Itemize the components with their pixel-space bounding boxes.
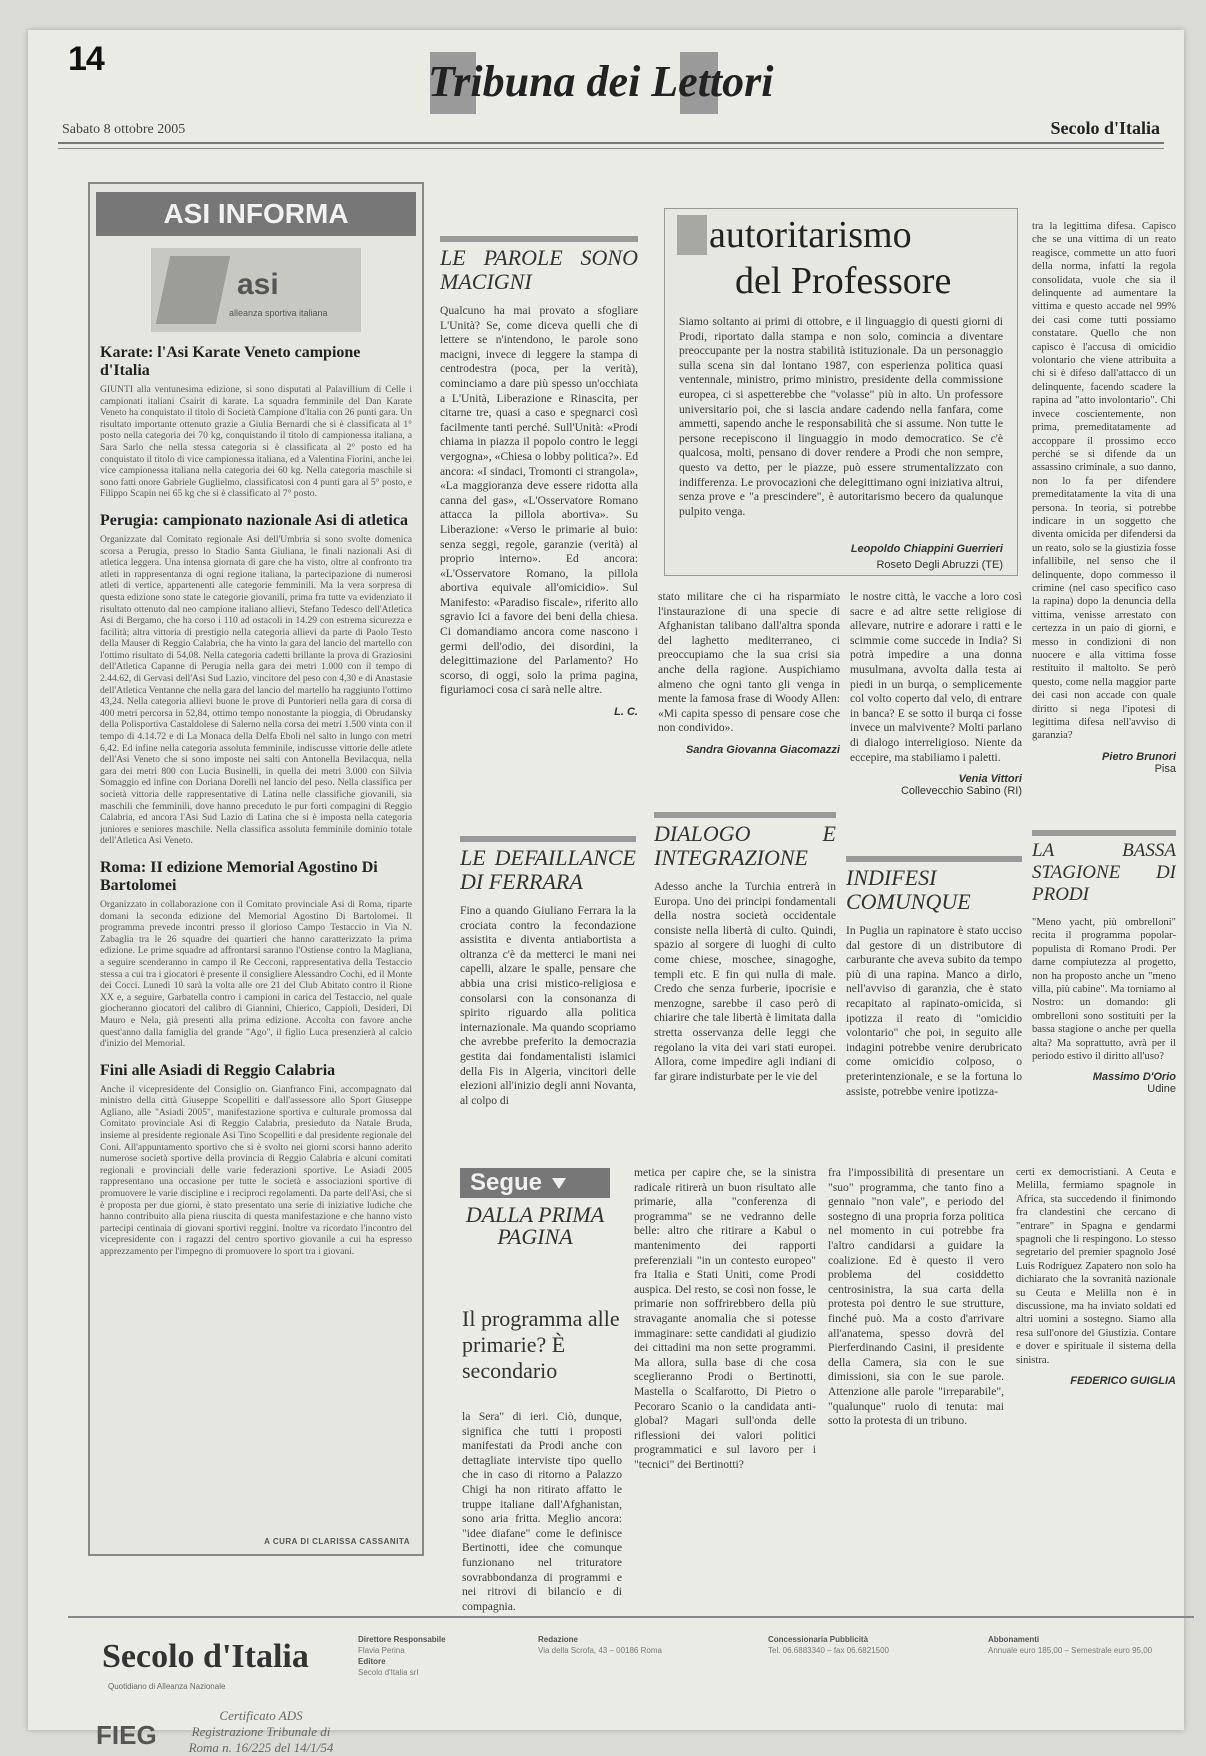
asi-paragraph: Anche il vicepresidente del Consiglio on. Gianfranco Fini, accompagnato dal ministro della città Giuseppe Scopelliti e dall'assessore allo Sport Giuseppe Agliano, alle "Asiadi 2005", manifestazione sportiva e culturale promossa dal Comitato provinciale Asi di Reggio Calabria, presieduto da Natale Bruda, insieme al presidente regionale Asi Tino Scopelliti e dal presidente regionale del Coni. All'appuntamento sportivo che si è svolto nei giorni scorsi hanno aderito numerose società sportive della provincia di Reggio Calabria e alcuni comitati regionali e provinciali delle varie federazioni sportive. Le Asiadi 2005 rappresentano una occasione per tutte le società e associazioni sportive di promuovere le varie discipline e i reciproci regolamenti. Da parte dell'Asi, che si è proposta per due giorni, è stato presentato una serie di iniziative ludiche che hanno contribuito alla piena riuscita di questa manifestazione e che hanno visto partecipi centinaia di giovani sportivi reggini. Inoltre va ricordato l'incontro del vicepresidente con i ragazzi del centro sportivo giovanile a cui ha espresso apprezzamento per l'impegno di promuovere lo sport tra i giovani. — [100, 1083, 412, 1257]
segue-article-title: Il programma alle primarie? È secondario — [462, 1306, 620, 1383]
segue-column-4 — [1016, 1166, 1176, 1616]
footer-column — [988, 1634, 1178, 1656]
letter-kicker: LE DEFAILLANCE DI FERRARA — [460, 836, 636, 894]
footer-column — [538, 1634, 718, 1656]
feature-text: Siamo soltanto ai primi di ottobre, e il linguaggio di questi giorni di Prodi, riportato dalla stampa e non solo, comincia a diventare preoccupante per la nostra stabilità istituzionale. Da un personaggio sulla scena sin dal lontano 1987, con esperienza politica quasi ventennale, ministro, primo ministro, presidente della commissione europea, ci si aspetterebbe che "volasse" più in alto. Un professore universitario poi, che si lascia andare cadendo nella fanfara, come ammetti, sapendo anche le responsabilità che si assume. Non tutte le persone recepiscono il linguaggio in modo democratico. Se c'è qualcosa, molti, pensano di dover rendere a Prodi che non sempre, questo va detto, per le piazze, può essere strumentalizzato con indifferenza. Le provocazioni che delegittimano ogni iniziativa altrui, senza prove e "a prescindere", è autoritarismo becero da qualunque pulpito venga. — [679, 315, 1003, 518]
asi-headline: Perugia: campionato nazionale Asi di atletica — [100, 511, 408, 529]
asi-logo — [151, 248, 361, 332]
footer-label: Direttore Responsabile — [358, 1635, 446, 1644]
letter-continued-right — [850, 590, 1022, 830]
paper-name: Secolo d'Italia — [1050, 118, 1160, 138]
letter-bassa — [1032, 830, 1176, 1110]
segue-column-3: fra l'impossibilità di presentare un "suo" programma, che tanto fino a gennaio "non vale", e periodo del sostegno di una propria forza politica nel momento in cui potrebbe fra l'altro candidarsi a guidare la coalizione. Ed è questo il vero problema del cosiddetto centrosinistra, la sua carta della protesta poi dentro le sue strutture, finché può. Ma a costo d'arrivare all'anatema, spesso dovrà del Pierferdinando Casini, il presidente della Camera, sia con le sue dimissioni, sia con le sue parole. Attenzione alle parole "irreparabile", "qualunque" ruolo di tenuta: mai sotto la protesta di un tribuno. — [828, 1166, 1004, 1428]
letter-indifesi — [846, 856, 1022, 1128]
asi-paragraph: GIUNTI alla ventunesima edizione, si sono disputati al Palavillium di Celle i campionati italiani Csairit di karate. La squadra femminile del Dan Karate Veneto ha conquistato il titolo di Società Campione d'Italia con 26 punti gara. Un risultato importante ottenuto grazie a Giulia Bernardi che si è classificata al 1° posto nella categoria dei 70 kg, conquistando il titolo di campionessa italiana, a Sara Sarlo che nella stessa categoria si è classificata al 2° posto ed ha conquistato il titolo di vice campionessa italiana, ed a Valentina Fiorini, anche lei vice campionessa italiana nella categoria dei 60 kg. Nella categoria maschile si sono fatti onore Gabriele Guglielmo, classificatosi con 4 punti gara al 5° posto, e Filippo Scapin nei 65 kg che si è classificato al 7° posto. — [100, 384, 412, 500]
letter-kicker: LA BASSA STAGIONE DI PRODI — [1032, 830, 1176, 906]
letter-parole — [440, 236, 638, 816]
footer-column — [358, 1634, 508, 1678]
letter-signature: Pietro Brunori — [1102, 750, 1176, 763]
footer-value: Flavia Perina — [358, 1646, 405, 1655]
feature-title-line1 — [677, 215, 912, 255]
feature-signature: Leopoldo Chiappini Guerrieri — [850, 543, 1003, 555]
segue-signature: FEDERICO GUIGLIA — [1070, 1375, 1176, 1388]
header-rule — [58, 148, 1164, 149]
asi-logo-mark — [156, 256, 230, 324]
feature-title-line2: del Professore — [735, 260, 952, 302]
segue-badge — [460, 1168, 610, 1198]
letter-dialogo — [654, 812, 836, 1128]
letter-signature: Massimo D'Orio — [1092, 1071, 1176, 1084]
letter-legittima — [1032, 220, 1176, 790]
footer-logo: Secolo d'Italia — [102, 1638, 309, 1675]
letter-signature: Sandra Giovanna Giacomazzi — [685, 743, 840, 756]
letter-text: le nostre città, le vacche a loro così sacre e ad altre sette religiose di allevare, nutrire e adorare i ratti e le scimmie come succede in India? Si potrà impedire a una donna musulmana, avvolta dalla testa ai piedi in un burqa, o semplicemente col volto coperto dal velo, di entrare in banca? E se sotto il burqa ci fosse invece un malvivente? Molti parlano di dialogo interreligioso. Niente da eccepire, ma stabiliamo i paletti. — [850, 590, 1022, 764]
section-masthead — [428, 46, 848, 116]
letter-defaillance — [460, 836, 636, 1126]
asi-logo-tag: alleanza sportiva italiana — [229, 308, 328, 318]
date-line: Sabato 8 ottobre 2005 — [62, 122, 186, 137]
letter-text: tra la legittima difesa. Capisco che se una vittima di un reato reagisce, commette un atto fuori della norma, infatti la regola consolidata, vuole che sia il delinquente ad aumentare la vittima e questo accade nel 99% dei casi come tutti possiamo constatare. Quello che non capisco è l'accusa di omicidio volontario che viene attribuita a chi si è difeso dall'attacco di un delinquente, facendo scadere la rapina ad "atto involontario". Chi invece coscientemente, non prima, premeditatamente ad accoppare il prossimo ecco perché se si difende da un assassino criminale, a suo danno, non lo fa per difendere premeditatamente la vita di una persona. In teoria, si potrebbe indicare in un soggetto che diventa omicida per difendersi da un reato, solo se la giustizia fosse infallibile, nel senso che il delinquente, dopo commesso il crimine (nel caso specifico caso la rapina) dopo la denuncia della vittima, venisse arrestato con certezza in un paio di giorni, e messo in condizioni di non nuocere e alla vittima fosse restituito il maltolto. Se però questo, come nella maggior parte dei casi non accade con quale diritto si nega l'ipotesi di legittima difesa nell'avviso di garanzia? — [1032, 221, 1176, 742]
asi-headline: Roma: II edizione Memorial Agostino Di Bartolomei — [100, 858, 378, 894]
fieg-logo: FIEG — [96, 1720, 157, 1750]
letter-text: certi ex democristiani. A Ceuta e Melilla, fermiamo spagnole in Africa, sta succedendo il finimondo fra clandestini che cercano di "entrare" in Spagna e gendarmi spagnoli che li respingono. Lo stesso segretario del premier spagnolo José Luis Rodríguez Zapatero non solo ha dichiarato che la sovranità nazionale su Ceuta e Melilla non è in discussione, ma ha inviato soldati ed altri uomini a sostegno. Siamo alla resa sull'onore del Giustizia. Contare e dover e spirituale il sistema della sinistra. — [1016, 1167, 1176, 1366]
footer-logo-subtitle: Quotidiano di Alleanza Nazionale — [108, 1682, 226, 1691]
letter-text: Qualcuno ha mai provato a sfogliare L'Unità? Se, come diceva quelli che di lettere se n'intendono, le parole sono macigni, invece di leggere la stampa di centrodestra (poca, per la verità), cominciamo a dare più spesso un'occhiata a L'Unità, Liberazione e Rinascita, per citarne tre, quasi a caso e spegnarci così facilmente tanti perché. Sull'Unità: «Prodi chiama in piazza il popolo contro le leggi vergogna», «Chiesa o lobby politica?». Ed ancora: «I sindaci, Tromonti ci strangola», «La maggioranza deve essere ridotta alla canna del gas», «L'Osservatore Romano attacca la pillola abortiva». Su Liberazione: «Verso le primarie al buio: senza seggi, regole, garanzie (verità) al proprio interno». Ed ancora: «L'Osservatore Romano, la pillola abortiva equivale all'omicidio». Sul Manifesto: «Paradiso fiscale», riferito allo sgravio Ici a favore dei beni della chiesa. Ci domandiamo ancora come nascono i germi dell'odio, dei disordini, la delegittimazione del Parlamento? Ho scorso, di oggi, solo la prima pagina, figuriamoci cosa ci sarà nelle altre. — [440, 304, 638, 697]
asi-logo-word: asi — [237, 268, 279, 301]
page-number: 14 — [68, 40, 104, 78]
masthead-title: Tribuna dei Lettori — [428, 57, 774, 106]
segue-column-2: metica per capire che, se la sinistra radicale ritirerà un buon risultato alle primarie, alla "conferenza di programma" se ne vedranno delle belle: altro che ritirare a Kabul o mantenimento dei rapporti preferenziali "in un contesto europeo" fra Italia e Stati Uniti, come Prodi auspica. Del resto, se così non fosse, le primarie non soffrirebbero della più stravagante anomalia che si potesse immaginare: sette candidati al giudizio dei cittadini ma non sette programmi. Ma allora, sulla base di che cosa sceglieranno Prodi o Bertinotti, Mastella o Scalfarotto, Di Pietro o Pecoraro Scanio o la candidata anti-global? Magari sull'onda delle riflessioni dei valori politici programmatici e sul lavoro per i "tecnici" dei Bertinotti? — [634, 1166, 816, 1471]
footer-label: Editore — [358, 1657, 386, 1666]
letter-place: Pisa — [1154, 762, 1176, 775]
letter-kicker: INDIFESI COMUNQUE — [846, 856, 1022, 914]
footer-value: Annuale euro 185,00 – Semestrale euro 95,00 — [988, 1646, 1153, 1655]
footer-certification: Certificato ADS Registrazione Tribunale di Roma n. 16/225 del 14/1/54 — [188, 1708, 334, 1755]
letter-kicker: DIALOGO E INTEGRAZIONE — [654, 812, 836, 870]
letter-text: stato militare che ci ha risparmiato l'instaurazione di una specie di Afghanistan talibano dall'altra sponda del laghetto mediterraneo, ci preoccupiamo che la sua crisi sia anche della ragione. Auspichiamo almeno che ogni tanto gli venga in mente la famosa frase di Woody Allen: «Mi capita spesso di pensare cose che non condivido». — [658, 590, 840, 735]
letter-text: In Puglia un rapinatore è stato ucciso dal gestore di un distributore di carburante che aveva subito da tempo più di una rapina. Manco a dirlo, nell'avviso di garanzia, che è stato recapitato al rapinato-omicida, si ipotizza il reato di "omicidio volontario" che poi, in seguito alle indagini potrebbe venire derubricato come omicidio colposo, o preterintenzionale, e se la fortuna lo assiste, potrebbe venire ipotizza- — [846, 924, 1022, 1098]
segue-column-1: la Sera" di ieri. Ciò, dunque, significa che tutti i proposti manifestati da Prodi anche con dettagliate interviste tipo quello che in caso di ritorno a Palazzo Chigi ha non ritirato affatto le truppe italiane dall'Afghanistan, sono aria fritta. Meglio ancora: "idee diafane" come le definisce Bertinotti, idee che comunque funzionano nel trituratore sovrabbondanza di programmi e nei ritrovi di bilancio e di compagnia. — [462, 1410, 622, 1613]
footer-label: Abbonamenti — [988, 1635, 1040, 1644]
header-rule — [58, 142, 1164, 144]
letter-continued-middle — [658, 590, 840, 790]
asi-informa-box — [88, 182, 424, 1556]
footer-value: Secolo d'Italia srl — [358, 1668, 419, 1677]
feature-initial-block — [677, 215, 707, 255]
footer-label: Redazione — [538, 1635, 579, 1644]
newspaper-page — [28, 30, 1184, 1755]
segue-badge-label: Segue — [470, 1169, 543, 1196]
asi-headline: Fini alle Asiadi di Reggio Calabria — [100, 1061, 336, 1079]
letter-text: Adesso anche la Turchia entrerà in Europa. Uno dei principi fondamentali della nostra società occidentale consiste nella libertà di culto. Quindi, spazio al sorgere di luoghi di culto come chiese, moschee, sinagoghe, templi etc. E fin qui nulla di male. Credo che senza furberie, ipocrisie e menzogne, sarebbe il caso però di chiarire che tale libertà è limitata dalla stretta osservanza delle leggi che regolano la vita dei vari stati europei. Allora, come impedire agli indiani di far girare indisturbate per le vie del — [654, 880, 836, 1083]
letter-text: "Meno yacht, più ombrelloni" recita il programma popolar-populista di Romano Prodi. Per darne compiutezza al progetto, non ha proposto anche un "meno villa, più cabine". Ma torniamo al Nostro: un domando: gli ombrelloni sono sostituiti per la bassa stagione o anche per quella alta? Ma soprattutto, avrà per il periodo estivo il diritto all'uso? — [1032, 917, 1176, 1063]
feature-box — [664, 208, 1018, 576]
footer-column — [768, 1634, 948, 1656]
footer — [68, 1616, 1194, 1755]
letter-signature: Venia Vittori — [958, 773, 1022, 786]
down-arrow-icon — [552, 1178, 566, 1189]
footer-label: Concessionaria Pubblicità — [768, 1635, 869, 1644]
asi-paragraph: Organizzate dal Comitato regionale Asi dell'Umbria si sono svolte domenica scorsa a Perugia, presso lo Stadio Santa Giuliana, le finali nazionali Asi di atletica leggera. Una intensa giornata di gare che ha visto, oltre al confronto tra atleti in rappresentanza di ogni regione italiana, la partecipazione di numerosi atleti di vertice, appartenenti alle categorie femminili. Ma la vera sorpresa di questa edizione sono state le categorie giovanili, prima fra tutte va evidenziato il risultato ottenuto dal neo campione italiano allievi, Stefano Tedesco dell'Atletica Asi di Bergamo, che ha corso i 110 ad ostacoli in 14.29 con estrema sicurezza e facilità; altra vittoria di prestigio nella categoria allievi da parte di Paolo Testo della Mauser di Reggio Calabria, che ha vinto la gara del lancio del martello con l'ottimo risultato di 54,08. Nella categoria cadetti brillante la prova di Graziosini dell'Atletica Capanne di Perugia nella gara dei metri 1.000 con il tempo di 2.44.62, di Gervasi dell'Asi Sud Lazio, vincitore del peso con 4,30 e di Anastasie dell'Atletica Ventanne che nella gara del lancio del martello ha raggiunto l'ottimo 43,24. Nella categoria allievi buone le prove di Puntorieri nella gara di corsa di 400 metri percorsa in 52,84, ottimo tempo nonostante la pioggia, di Obrudansky della Polisportiva Castaldolese di Salerno nella corsa dei metri 1.500 vinta con il tempo di 4.14.72 e di La Monaca della Delfa Eboli nel salto in lungo con metri 6,42. Ed infine nella categoria assoluta femminile, indiscusse vittorie delle atlete dell'Asi Veneto che si sono imposte nei salti con Antonella Bevilacqua, nella gara dei metri 800 con Lucia Businelli, in quella dei metri 3.000 con Silvia Somaggio ed infine con Doriana Dorelli nel lancio del peso. Nella classifica per società vittoria delle rappresentative di Latina nelle classifiche giovanili, sia maschili che femminili, dove hanno preceduto le pur forti compagini di Reggio Calabria, ed ancora l'Asi Sud Lazio di Latina che si è imposta nella categoria juniores e seniores maschile. Nella classifica assoluta femminile dominio totale dell'Atletica Asi Veneto. — [100, 533, 412, 847]
asi-articles — [90, 344, 422, 1258]
footer-value: Tel. 06.6883340 – fax 06.6821500 — [768, 1646, 889, 1655]
feature-place: Roseto Degli Abruzzi (TE) — [876, 559, 1003, 571]
asi-box-title: ASI INFORMA — [96, 192, 416, 236]
asi-paragraph: Organizzato in collaborazione con il Comitato provinciale Asi di Roma, riparte domani la seconda edizione del Memorial Agostino Di Bartolomei. Il programma prevede incontri presso il glorioso Campo Testaccio in Via N. Zabaglia tra le 26 squadre dei quartieri che hanno caratterizzato la prima edizione. Le prime squadre ad affrontarsi saranno l'Ostiense contro la Magliana, a seguire scenderanno in campo il Re Cecconi, rappresentativa della Testaccio stessa a cui tra i giocatori è presente il consigliere Alessandro Cochi, ed il Monte dei Cocci. Lunedì 10 sarà la volta alle ore 21 del Club Abitato contro il Rione XX e, a seguire, Garbatella contro i campioni in carica del Testaccio, nel quale giocheranno giocatori del calibro di Giannini, Chierico, Cappioli, Desideri, Di Mauro e Nela, già presenti alla prima edizione. Accolta con favore anche quest'anno dalla famiglia del grande "Ago", il figlio Luca presenzierà al calcio d'inizio del Memorial. — [100, 898, 412, 1050]
footer-value: Via della Scrofa, 43 – 00186 Roma — [538, 1646, 662, 1655]
asi-headline: Karate: l'Asi Karate Veneto campione d'Italia — [100, 344, 361, 379]
segue-label: DALLA PRIMA PAGINA — [465, 1202, 605, 1249]
letter-text: Fino a quando Giuliano Ferrara la la crociata contro la fecondazione assistita e diventa antiabortista a oltranza c'è da metterci le mani nei capelli, alzare le spalle, pensare che abbia una crisi mistico-religiosa e consolarsi con la consonanza di spirito riguardo alla politica internazionale. Ma quando scopriamo che avrebbe preferito la democrazia gestita dai fondamentalisti islamici della Fis in Algeria, vincitori delle elezioni all'inizio degli anni Novanta, al colpo di — [460, 904, 636, 1107]
letter-signature: L. C. — [614, 706, 638, 719]
feature-title-text: autoritarismo — [709, 214, 912, 256]
segue-block — [460, 1168, 620, 1294]
letter-place: Collevecchio Sabino (RI) — [900, 785, 1022, 798]
letter-place: Udine — [1147, 1083, 1176, 1096]
letter-kicker: LE PAROLE SONO MACIGNI — [440, 236, 638, 294]
asi-credit: A CURA DI CLARISSA CASSANITA — [264, 1537, 410, 1546]
